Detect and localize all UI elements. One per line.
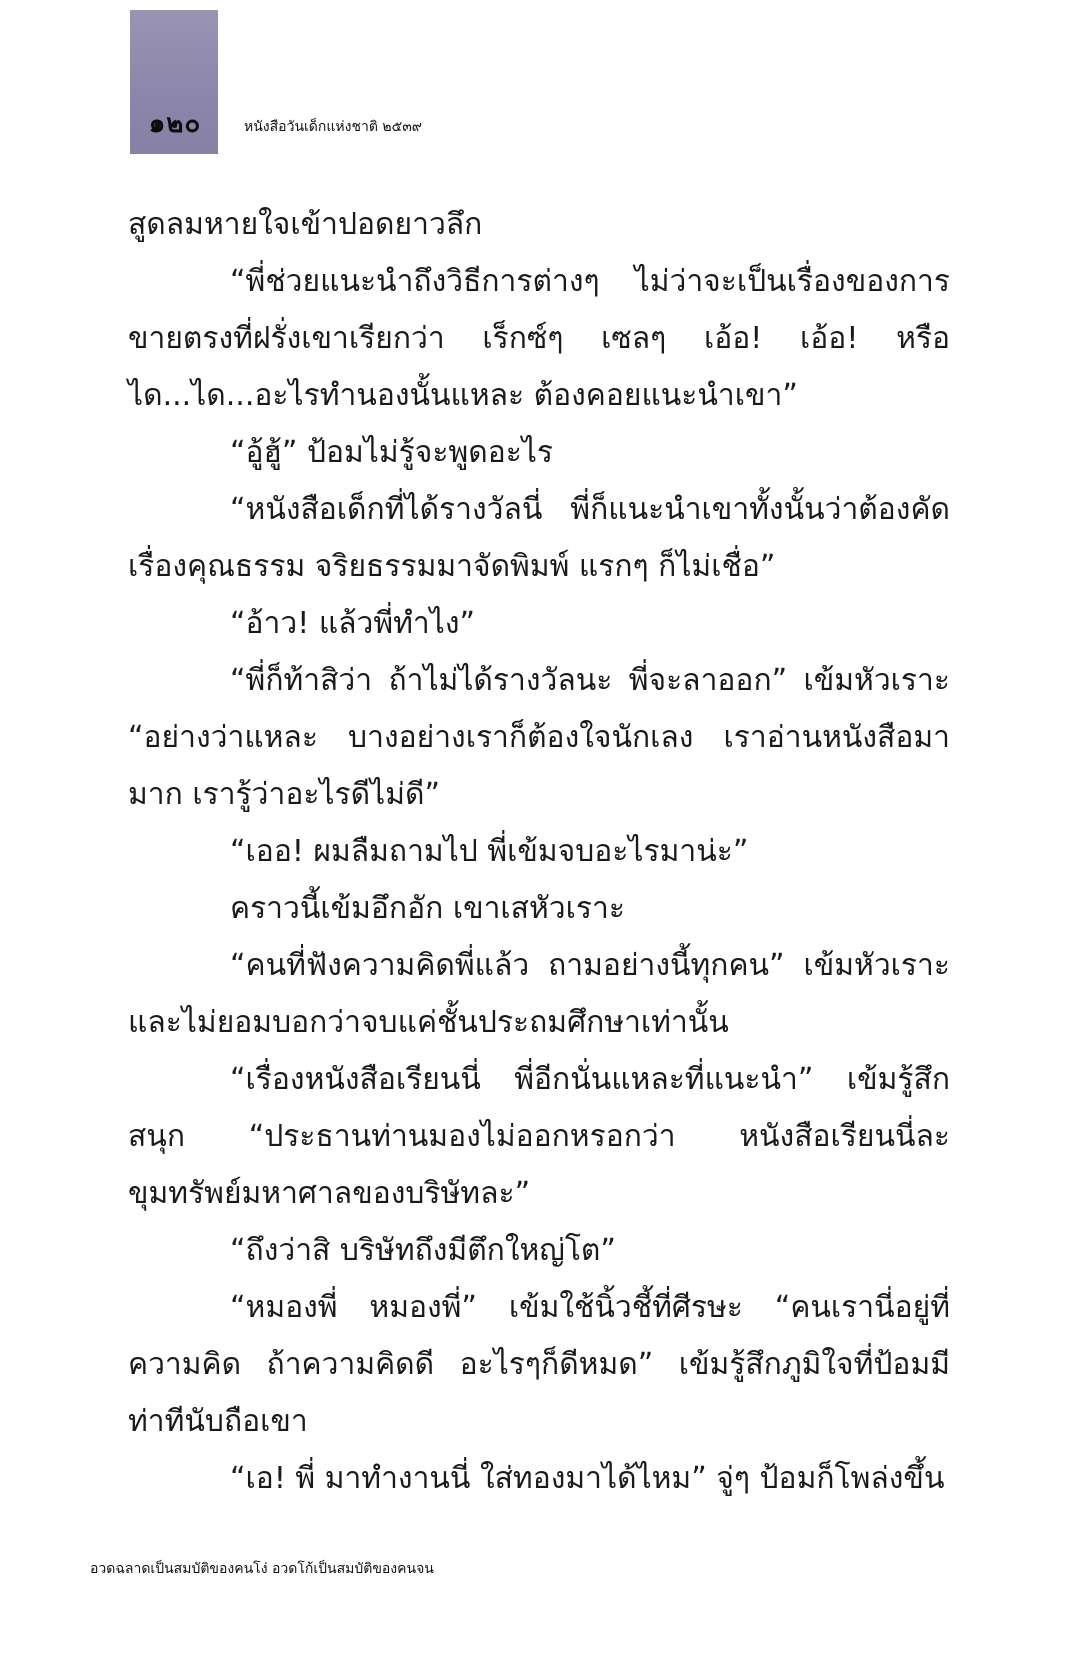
paragraph: “เรื่องหนังสือเรียนนี่ พี่อีกนั่นแหละที่แนะนำ” เข้มรู้สึกสนุก “ประธานท่านมองไม่ออกหรอกว่า หนังสือเรียนนี่ละ ขุมทรัพย์มหาศาลของบริษัทละ” xyxy=(128,1062,950,1211)
paragraph: “เอ! พี่ มาทำงานนี่ ใส่ทองมาได้ไหม” จู่ๆ ป้อมก็โพล่งขึ้น xyxy=(230,1461,945,1496)
paragraph: “พี่ก็ท้าสิว่า ถ้าไม่ได้รางวัลนะ พี่จะลาออก” เข้มหัวเราะ “อย่างว่าแหละ บางอย่างเราก็ต้องใจนักเลง เราอ่านหนังสือมามาก เรารู้ว่าอะไรดีไม่ดี” xyxy=(128,663,950,812)
paragraph: “ถึงว่าสิ บริษัทถึงมีตึกใหญ่โต” xyxy=(230,1233,616,1268)
footer-proverb: อวดฉลาดเป็นสมบัติของคนโง่ อวดโก้เป็นสมบัติของคนจน xyxy=(90,1561,434,1577)
paragraph: “อู้ฮู้” ป้อมไม่รู้จะพูดอะไร xyxy=(230,435,554,470)
page-number: ๑๒๐ xyxy=(148,109,202,139)
paragraph: สูดลมหายใจเข้าปอดยาวลึก xyxy=(128,207,483,242)
paragraph: “เออ! ผมลืมถามไป พี่เข้มจบอะไรมาน่ะ” xyxy=(230,834,749,869)
paragraph: “พี่ช่วยแนะนำถึงวิธีการต่างๆ ไม่ว่าจะเป็นเรื่องของการขายตรงที่ฝรั่งเขาเรียกว่า เร็กซ์ๆ เซลๆ เอ้อ! เอ้อ! หรือได...ได...อะไรทำนองนั้นแหละ ต้องคอยแนะนำเขา” xyxy=(128,264,950,413)
paragraph: คราวนี้เข้มอึกอัก เขาเสหัวเราะ xyxy=(230,891,625,926)
running-header-title: หนังสือวันเด็กแห่งชาติ ๒๕๓๙ xyxy=(244,119,423,135)
paragraph: “อ้าว! แล้วพี่ทำไง” xyxy=(230,606,476,641)
paragraph: “คนที่ฟังความคิดพี่แล้ว ถามอย่างนี้ทุกคน” เข้มหัวเราะและไม่ยอมบอกว่าจบแค่ชั้นประถมศึกษาเท่านั้น xyxy=(128,948,950,1040)
body-text xyxy=(128,196,950,1507)
paragraph: “หนังสือเด็กที่ได้รางวัลนี่ พี่ก็แนะนำเขาทั้งนั้นว่าต้องคัดเรื่องคุณธรรม จริยธรรมมาจัดพิมพ์ แรกๆ ก็ไม่เชื่อ” xyxy=(128,492,950,584)
paragraph: “หมองพี่ หมองพี่” เข้มใช้นิ้วชี้ที่ศีรษะ “คนเรานี่อยู่ที่ความคิด ถ้าความคิดดี อะไรๆก็ดีหมด” เข้มรู้สึกภูมิใจที่ป้อมมีท่าทีนับถือเขา xyxy=(128,1290,950,1439)
